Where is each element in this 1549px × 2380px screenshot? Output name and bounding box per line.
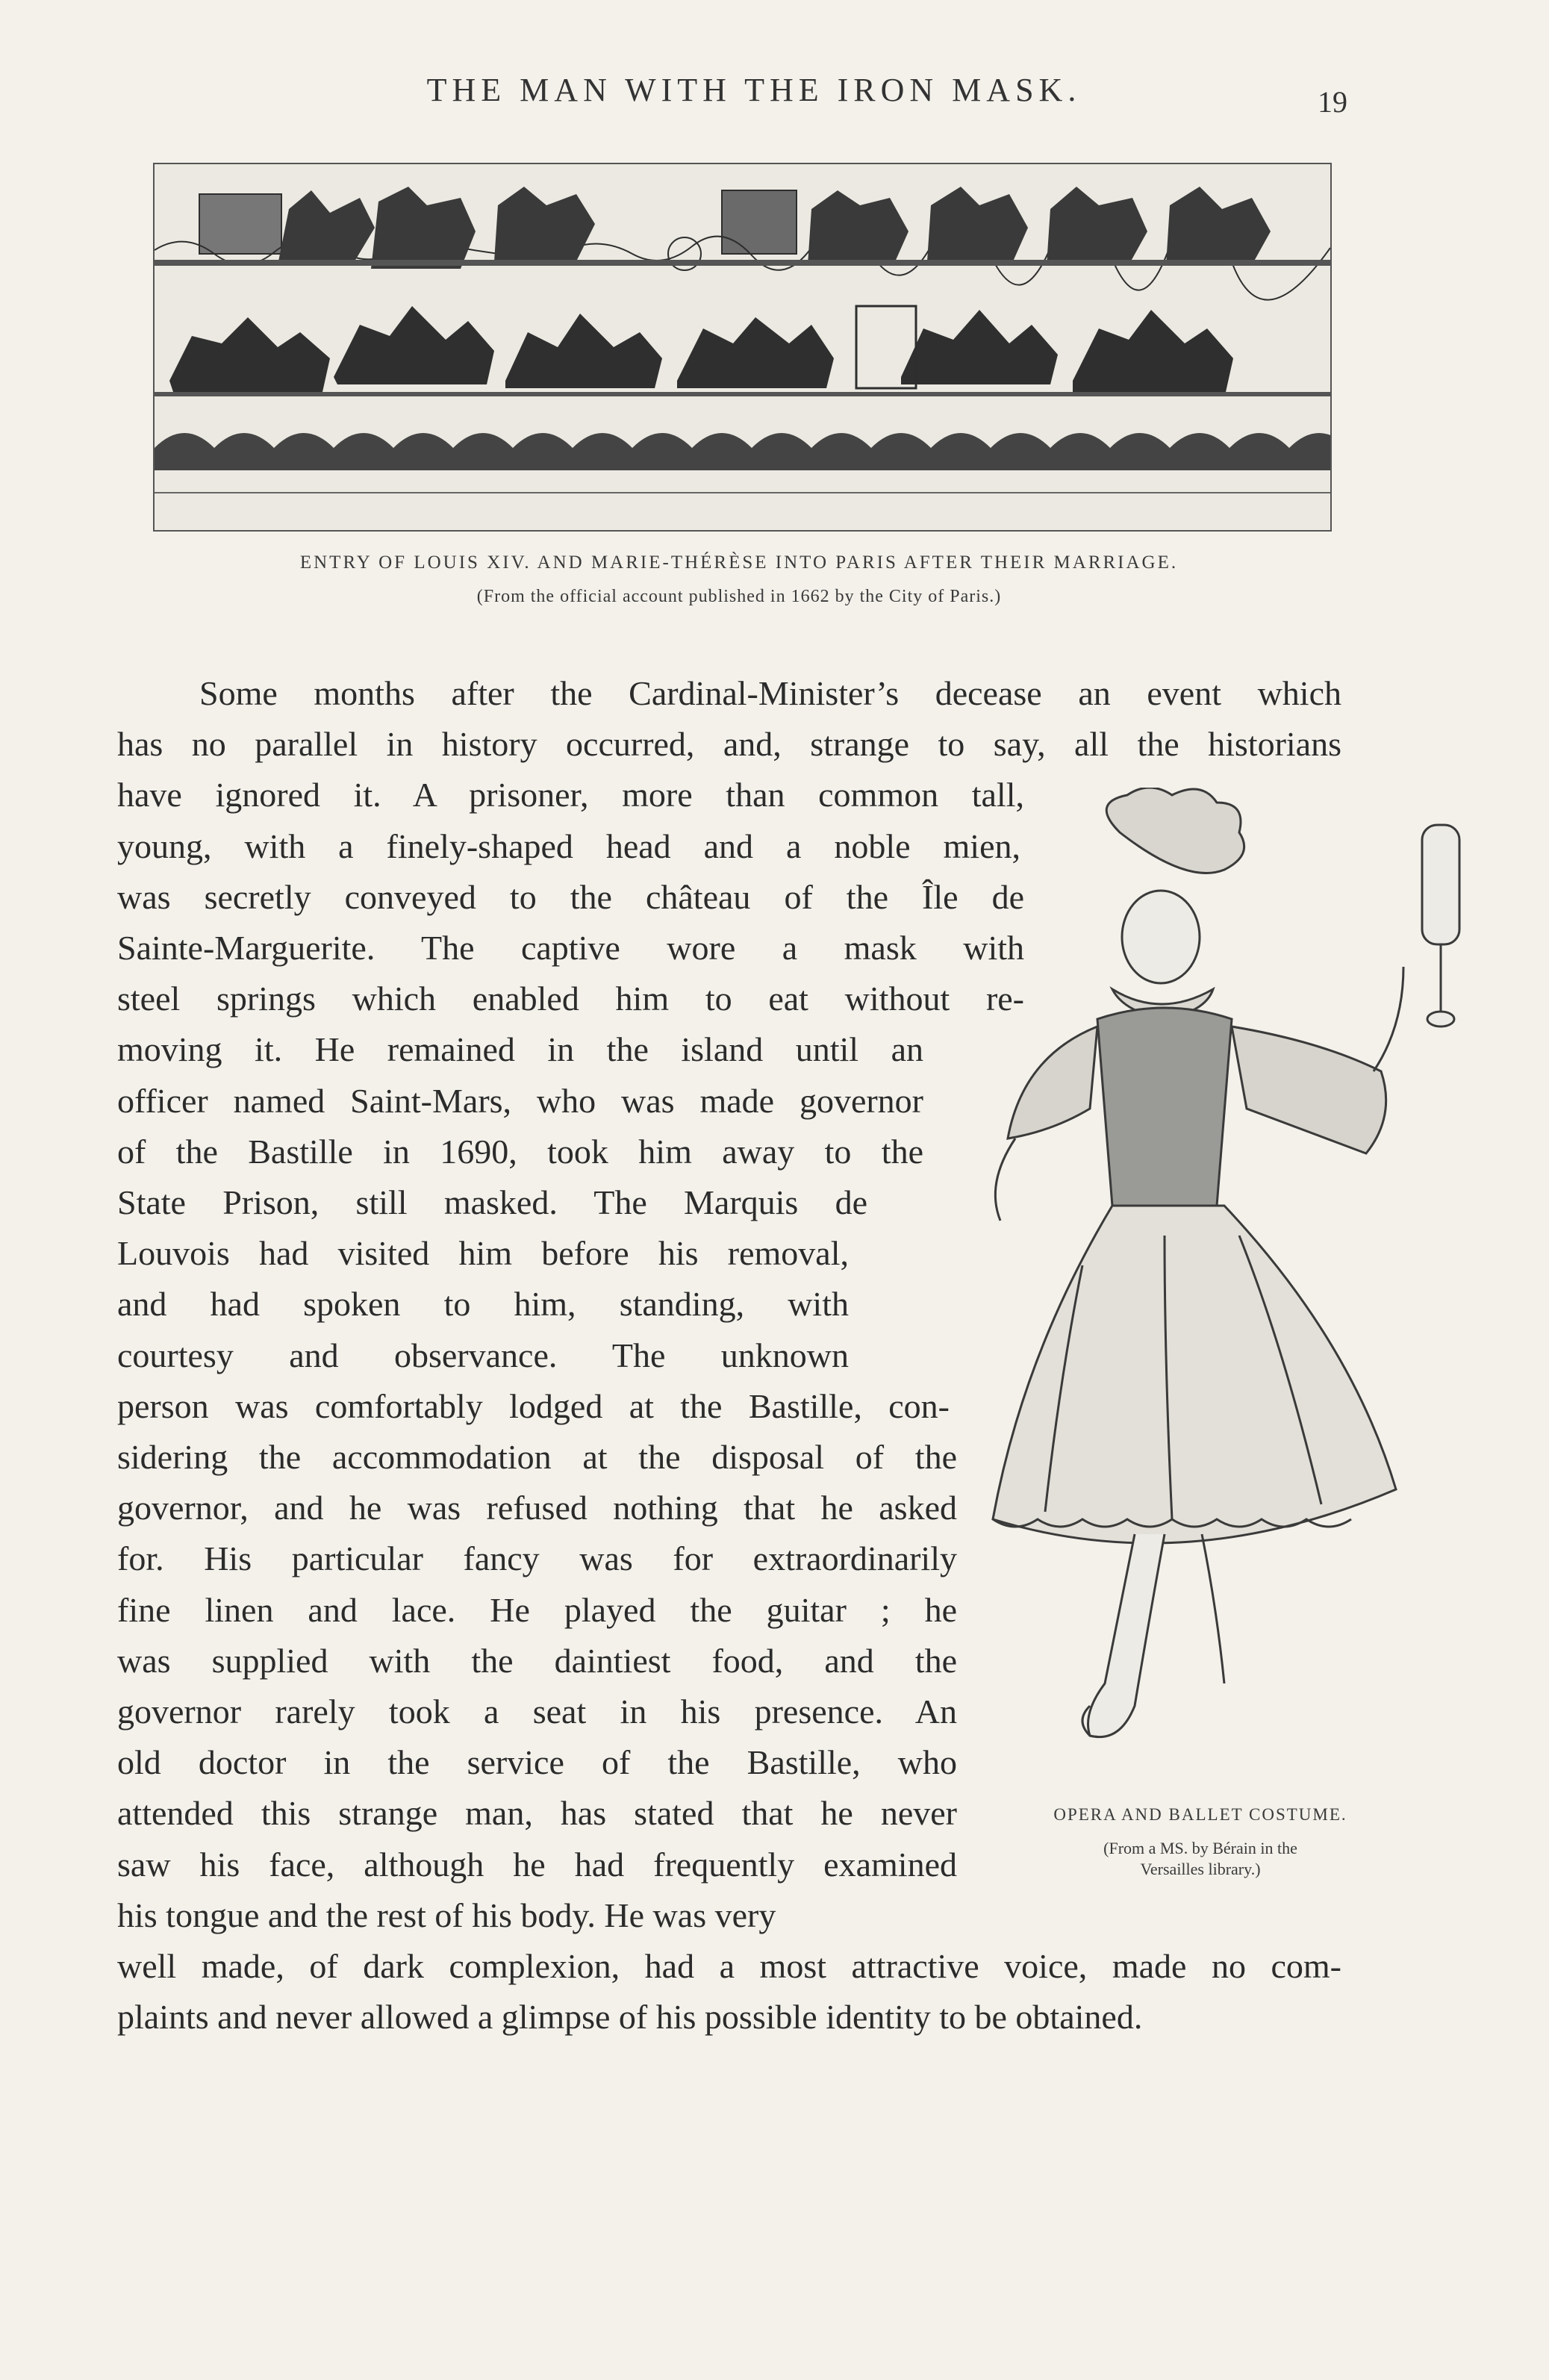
body-line: person was comfortably lodged at the Bastille, con-: [117, 1386, 950, 1425]
body-line: have ignored it. A prisoner, more than common tall,: [117, 776, 1024, 814]
plate-caption-title: ENTRY OF LOUIS XIV. AND MARIE-THÉRÈSE INTO PARIS AFTER THEIR MARRIAGE.: [299, 552, 1179, 573]
body-line: courtesy and observance. The unknown: [117, 1336, 849, 1374]
body-line: steel springs which enabled him to eat without re-: [117, 979, 1024, 1018]
running-head: [0, 71, 1549, 119]
body-line: saw his face, although he had frequently examined: [117, 1845, 957, 1884]
body-line: was supplied with the daintiest food, and the: [117, 1641, 957, 1680]
body-line: was secretly conveyed to the château of the Île de: [117, 877, 1024, 916]
page-number: 19: [1318, 85, 1347, 119]
plate-caption-source: (From the official account published in 1662 by the City of Paris.): [476, 587, 1002, 606]
body-line: governor rarely took a seat in his presence. An: [117, 1692, 957, 1731]
costume-caption-title: OPERA AND BALLET COSTUME.: [1053, 1805, 1347, 1824]
body-line: young, with a finely-shaped head and a noble mien,: [117, 826, 1020, 865]
costume-caption-source-line1: (From a MS. by Bérain in the: [1103, 1839, 1297, 1857]
body-line: of the Bastille in 1690, took him away to the: [117, 1132, 923, 1171]
body-line: sidering the accommodation at the disposal of the: [117, 1438, 957, 1476]
body-line: has no parallel in history occurred, and, strange to say, all the historians: [117, 725, 1341, 764]
body-line: State Prison, still masked. The Marquis de: [117, 1183, 867, 1221]
body-line: his tongue and the rest of his body. He was very: [117, 1895, 776, 1934]
body-line: Sainte-Marguerite. The captive wore a mask with: [117, 929, 1024, 967]
body-line: well made, of dark complexion, had a most attractive voice, made no com-: [117, 1947, 1341, 1985]
body-line: Louvois had visited him before his removal,: [117, 1234, 849, 1273]
body-line: fine linen and lace. He played the guitar ; he: [117, 1590, 957, 1629]
body-line: governor, and he was refused nothing that he asked: [117, 1489, 957, 1527]
body-line: and had spoken to him, standing, with: [117, 1285, 849, 1324]
costume-caption-source-line2: Versailles library.): [1140, 1860, 1261, 1878]
body-line: attended this strange man, has stated that he never: [117, 1794, 957, 1833]
body-line: officer named Saint-Mars, who was made governor: [117, 1081, 923, 1120]
running-title: THE MAN WITH THE IRON MASK.: [426, 72, 1082, 108]
body-line: moving it. He remained in the island until an: [117, 1030, 923, 1069]
body-line: for. His particular fancy was for extraordinarily: [117, 1539, 957, 1578]
costume-caption-source: [1029, 1838, 1372, 1880]
body-line: Some months after the Cardinal-Minister’s decease an event which: [199, 674, 1341, 712]
procession-engraving: [153, 163, 1332, 532]
costume-illustration: [970, 788, 1486, 1795]
body-line: old doctor in the service of the Bastille, who: [117, 1743, 957, 1782]
body-line: plaints and never allowed a glimpse of his possible identity to be obtained.: [117, 1998, 1143, 2037]
